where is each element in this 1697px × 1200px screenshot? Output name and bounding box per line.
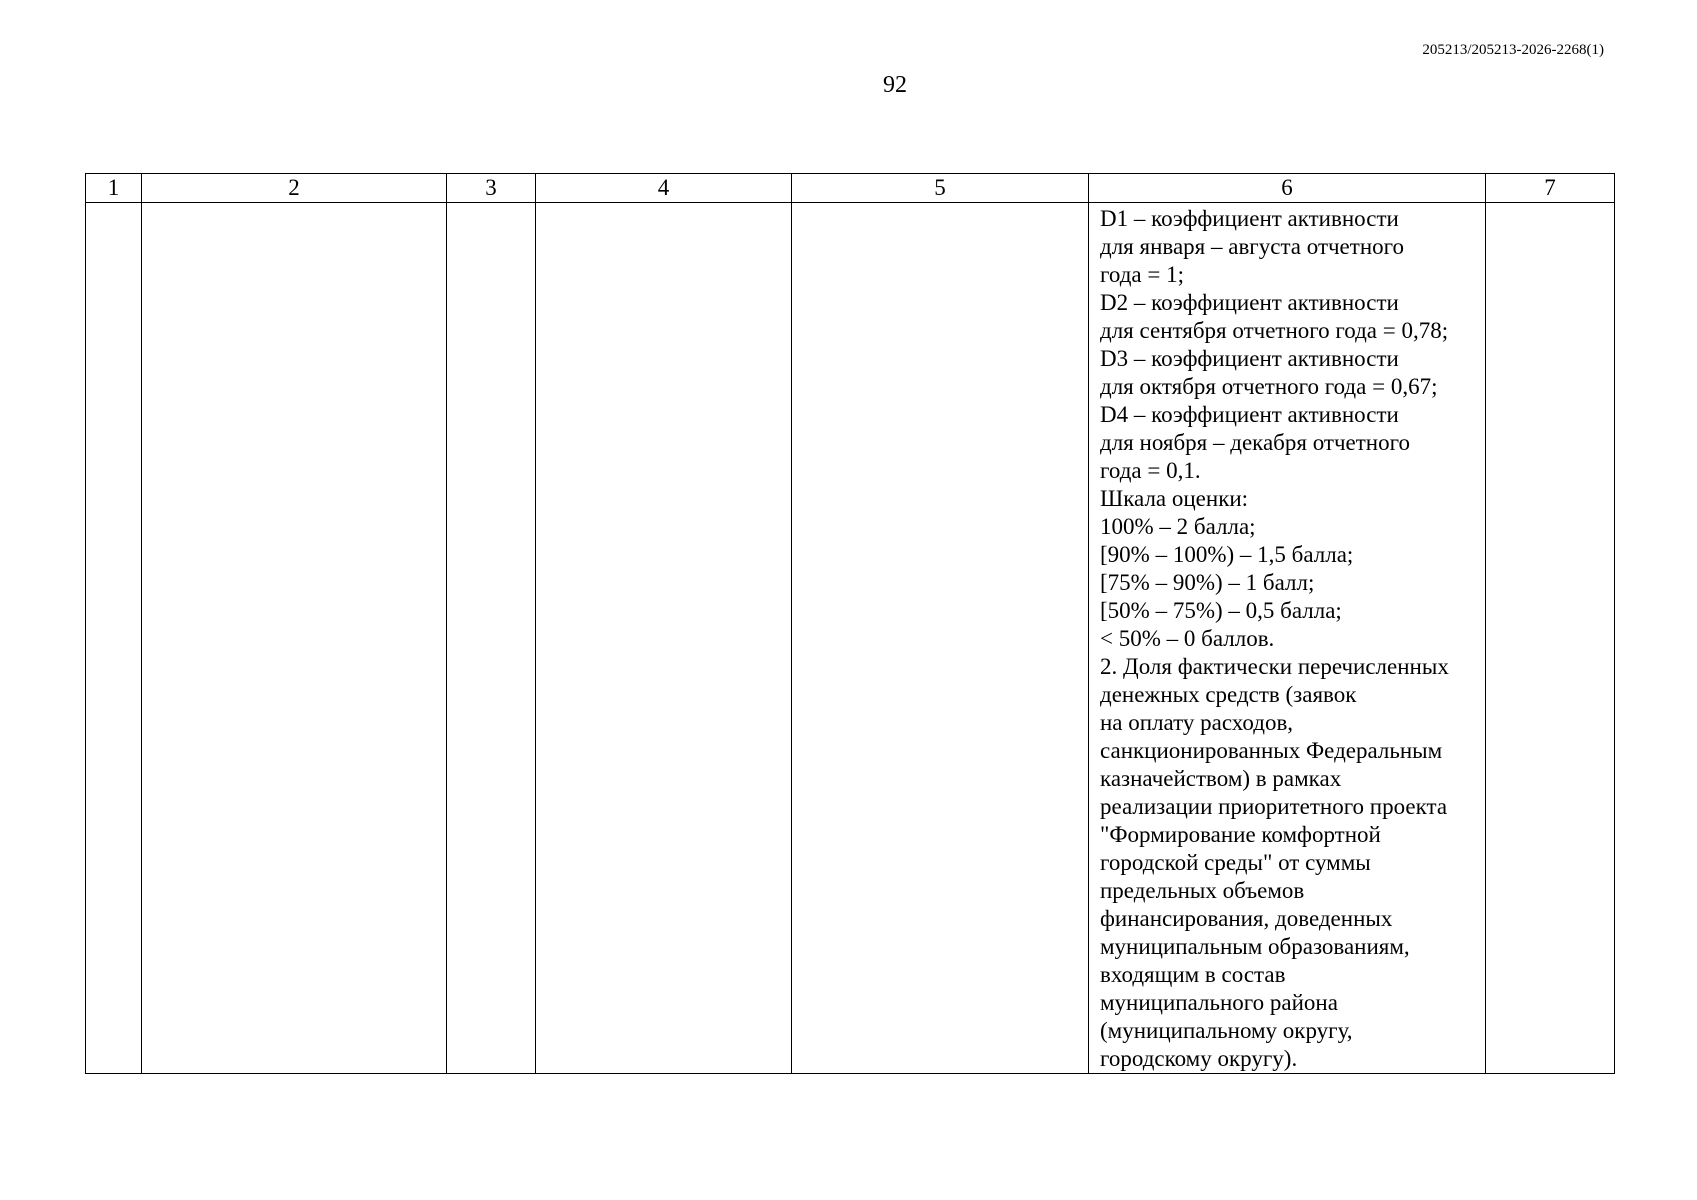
text-line: финансирования, доведенных <box>1100 906 1393 931</box>
text-line: денежных средств (заявок <box>1100 682 1357 707</box>
text-line: 2. Доля фактически перечисленных <box>1100 654 1449 679</box>
text-line: реализации приоритетного проекта <box>1100 794 1448 819</box>
text-line: [90% – 100%) – 1,5 балла; <box>1100 542 1354 567</box>
text-line: на оплату расходов, <box>1100 710 1294 735</box>
column-header-2: 2 <box>142 174 447 203</box>
column-header-1: 1 <box>86 174 142 203</box>
text-line: D3 – коэффициент активности <box>1100 346 1399 371</box>
cell-col-4 <box>536 203 792 1074</box>
text-line: < 50% – 0 баллов. <box>1100 626 1275 651</box>
text-line: городской среды" от суммы <box>1100 850 1371 875</box>
text-line: года = 0,1. <box>1100 458 1201 483</box>
table-row <box>86 203 1615 1074</box>
text-line: для октября отчетного года = 0,67; <box>1100 374 1438 399</box>
text-line: D1 – коэффициент активности <box>1100 206 1399 231</box>
column-header-3: 3 <box>447 174 536 203</box>
text-line: входящим в состав <box>1100 962 1286 987</box>
text-line: [75% – 90%) – 1 балл; <box>1100 570 1315 595</box>
column-header-4: 4 <box>536 174 792 203</box>
col6-text-block <box>1089 203 1485 1073</box>
column-header-5: 5 <box>792 174 1089 203</box>
text-line: года = 1; <box>1100 262 1184 287</box>
page-number: 92 <box>883 72 907 98</box>
column-header-6: 6 <box>1089 174 1486 203</box>
cell-col-2 <box>142 203 447 1074</box>
column-header-7: 7 <box>1486 174 1615 203</box>
text-line: муниципальным образованиям, <box>1100 934 1410 959</box>
text-line: санкционированных Федеральным <box>1100 738 1443 763</box>
cell-col-5 <box>792 203 1089 1074</box>
text-line: "Формирование комфортной <box>1100 822 1381 847</box>
text-line: городскому округу). <box>1100 1046 1298 1071</box>
table-header-row <box>86 174 1615 203</box>
text-line: для сентября отчетного года = 0,78; <box>1100 318 1449 343</box>
text-line: [50% – 75%) – 0,5 балла; <box>1100 598 1342 623</box>
text-line: для января – августа отчетного <box>1100 234 1404 259</box>
main-table <box>85 173 1615 1074</box>
text-line: казначейством) в рамках <box>1100 766 1342 791</box>
cell-col-1 <box>86 203 142 1074</box>
cell-col-3 <box>447 203 536 1074</box>
text-line: 100% – 2 балла; <box>1100 514 1256 539</box>
text-line: D4 – коэффициент активности <box>1100 402 1399 427</box>
text-line: D2 – коэффициент активности <box>1100 290 1399 315</box>
text-line: Шкала оценки: <box>1100 486 1249 511</box>
text-line: для ноября – декабря отчетного <box>1100 430 1410 455</box>
text-line: (муниципальному округу, <box>1100 1018 1353 1043</box>
cell-col-6 <box>1089 203 1486 1074</box>
text-line: предельных объемов <box>1100 878 1305 903</box>
document-id: 205213/205213-2026-2268(1) <box>1422 42 1604 58</box>
text-line: муниципального района <box>1100 990 1338 1015</box>
cell-col-7 <box>1486 203 1615 1074</box>
